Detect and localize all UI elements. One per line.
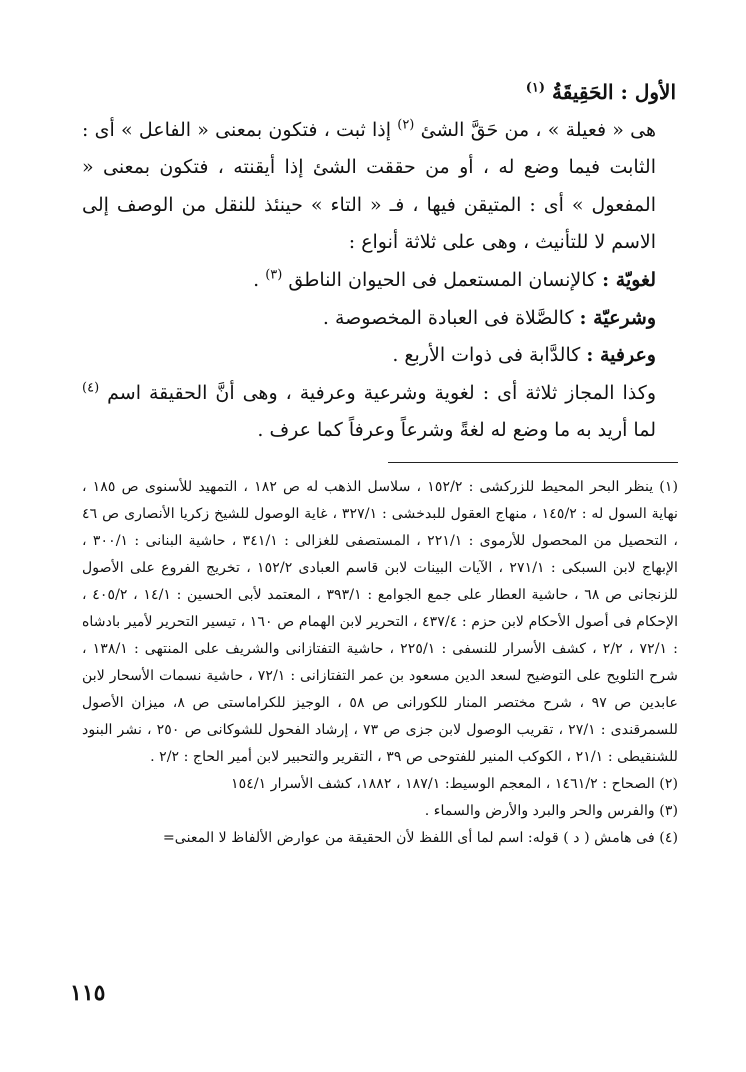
type-lughawiya bbox=[82, 262, 676, 300]
heading-text: الأول : الحَقِيقَةُ bbox=[551, 80, 676, 104]
p2-text-b: لما أريد به ما وضع له لغةً وشرعاً وعرفاً كما عرف . bbox=[257, 419, 656, 442]
heading-footnote-ref: (١) bbox=[525, 80, 546, 96]
paragraph-definition bbox=[82, 112, 676, 262]
shariya-term: وشرعيّة : bbox=[579, 306, 656, 329]
paragraph-majaz bbox=[82, 375, 676, 450]
page-number: ١١٥ bbox=[70, 980, 106, 1006]
footnote-separator bbox=[388, 462, 678, 463]
p1-text-a: هى « فعيلة » ، من حَقَّ الشئ bbox=[420, 118, 657, 141]
urfiya-text: كالدَّابة فى ذوات الأربع . bbox=[392, 344, 581, 367]
type-urfiya bbox=[82, 337, 676, 375]
section-heading bbox=[82, 74, 676, 112]
p1-footnote-ref: (٢) bbox=[397, 117, 415, 133]
main-text bbox=[82, 74, 676, 450]
footnote-2: (٢) الصحاح : ١٤٦١/٢ ، المعجم الوسيط: ١٨٧/١ ، ١٨٨٢، كشف الأسرار ١٥٤/١ bbox=[230, 776, 678, 792]
urfiya-term: وعرفية : bbox=[586, 344, 656, 367]
lughawiya-end: . bbox=[253, 268, 260, 291]
footnote-1: (١) ينظر البحر المحيط للزركشى : ١٥٢/٢ ، سلاسل الذهب له ص ١٨٢ ، التمهيد للأسنوى ص ١٨٥ ، نهاية السول له : ١٤٥/٢ ، منهاج العقول للبدخشى : ٣٢٧/١ ، غاية الوصول للشيخ زكريا الأنصارى ص ٤٦ ، التحصيل من المحصول للأرموى : ٢٢١/١ ، المستصفى للغزالى : ٣٤١/١ ، حاشية البنانى : ٣٠٠/١ ، الإبهاج لابن السبكى : ٢٧١/١ ، الآيات البينات لابن قاسم العبادى ١٥٢/٢ ، تخريج الفروع على الأصول للزنجانى ص ٦٨ ، حاشية العطار على جمع الجوامع : ٣٩٣/١ ، المعتمد لأبى الحسين : ١٤/١ ، ٤٠٥/٢ ، الإحكام فى أصول الأحكام لابن حزم : ٤٣٧/٤ ، التحرير لابن الهمام ص ١٦٠ ، تيسير التحرير لأمير بادشاه : ٧٢/١ ، ٢/٢ ، كشف الأسرار للنسفى : ٢٢٥/١ ، حاشية التفتازانى والشريف على المنتهى : ١٣٨/١ ، شرح التلويح على التوضيح لسعد الدين مسعود بن عمر التفتازانى : ٧٢/١ ، حاشية نسمات الأسحار لابن عابدين ص ٩٧ ، شرح مختصر المنار للكورانى ص ٥٨ ، الوجيز للكراماستى ص ٨، ميزان الأصول للسمرقندى : ٢٧/١ ، تقريب الوصول لابن جزى ص ٧٣ ، إرشاد الفحول للشوكانى ص ٢٥٠ ، نشر البنود للشنقيطى : ٢١/١ ، الكوكب المنير للفتوحى ص ٣٩ ، التقرير والتحبير لابن أمير الحاج : ٢/٢ . bbox=[82, 479, 679, 765]
p1-text-b: إذا ثبت ، فتكون بمعنى « الفاعل » أى : الثابت فيما وضع له ، أو من حققت الشئ إذا أيقنته ، فتكون بمعنى « المفعول » أى : المتيقن فيها ، فـ « التاء » حينئذ للنقل من الوصف إلى الاسم لا للتأنيث ، وهى على ثلاثة أنواع : bbox=[82, 118, 656, 254]
footnotes bbox=[82, 474, 678, 852]
p2-text-a: وكذا المجاز ثلاثة أى : لغوية وشرعية وعرفية ، وهى أنَّ الحقيقة اسم bbox=[107, 381, 656, 404]
footnote-4: (٤) فى هامش ( د ) قوله: اسم لما أى اللفظ لأن الحقيقة من عوارض الألفاظ لا المعنى= bbox=[162, 830, 678, 846]
lughawiya-term: لغويّة : bbox=[602, 268, 656, 291]
footnote-3: (٣) والفرس والحر والبرد والأرض والسماء . bbox=[424, 803, 678, 819]
shariya-text: كالصَّلاة فى العبادة المخصوصة . bbox=[322, 306, 574, 329]
p2-footnote-ref: (٤) bbox=[82, 380, 100, 396]
type-shariya bbox=[82, 300, 676, 338]
lughawiya-text: كالإنسان المستعمل فى الحيوان الناطق bbox=[288, 268, 597, 291]
lughawiya-footnote-ref: (٣) bbox=[265, 267, 283, 283]
